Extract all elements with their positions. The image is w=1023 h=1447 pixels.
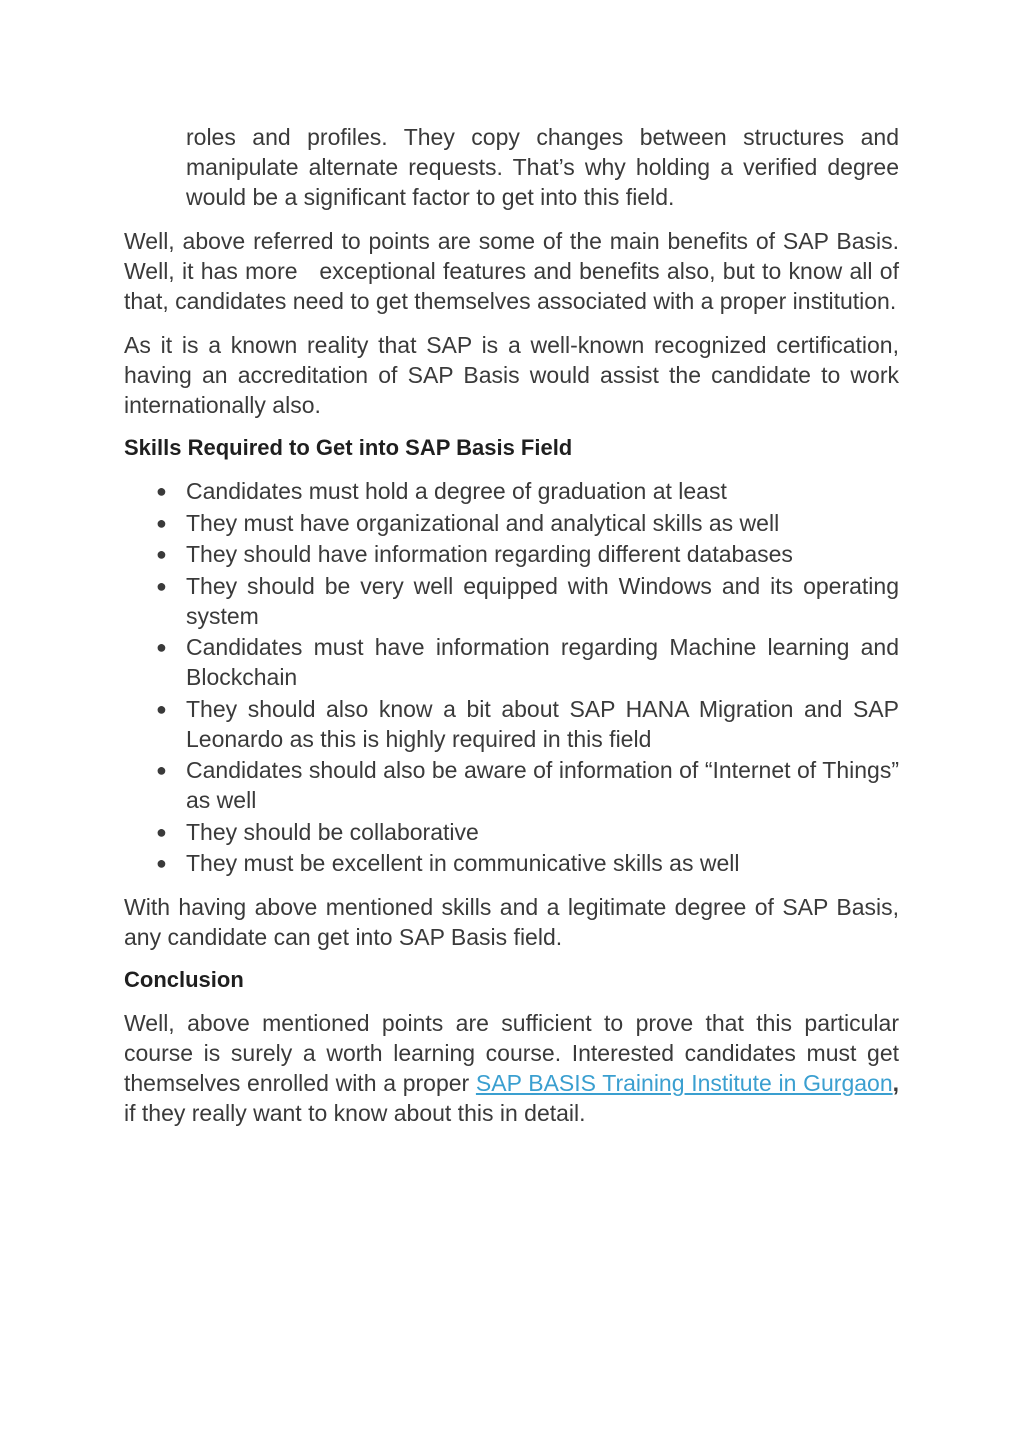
skills-list-item-text: They should be very well equipped with Windows and its operating system	[186, 572, 899, 629]
skills-list-item-text: They should be collaborative	[186, 818, 479, 845]
after-skills-paragraph: With having above mentioned skills and a legitimate degree of SAP Basis, any candidate can get into SAP Basis field.	[124, 894, 899, 950]
skills-list-item	[124, 694, 899, 754]
intro-paragraph: roles and profiles. They copy changes between structures and manipulate alternate requests. That’s why holding a verified degree would be a significant factor to get into this field.	[186, 124, 899, 210]
skills-list-item-text: Candidates should also be aware of information of “Internet of Things” as well	[186, 757, 899, 813]
bullet-dot-icon: ●	[156, 481, 167, 501]
bullet-dot-icon: ●	[156, 637, 167, 657]
skills-list-item-text: They should have information regarding different databases	[186, 541, 793, 567]
bullet-dot-icon: ●	[156, 853, 167, 873]
skills-list-item-text: They should also know a bit about SAP HANA Migration and SAP Leonardo as this is highly required in this field	[186, 695, 899, 752]
skills-list-item	[124, 476, 899, 506]
bullet-dot-icon: ●	[156, 698, 167, 719]
training-institute-link[interactable]: SAP BASIS Training Institute in Gurgaon	[475, 1070, 893, 1096]
skills-list	[124, 476, 899, 878]
skills-list-item-text: They must be excellent in communicative skills as well	[186, 850, 740, 876]
skills-list-item-text: Candidates must hold a degree of graduation at least	[186, 478, 727, 504]
skills-list-item	[124, 632, 899, 692]
bullet-dot-icon: ●	[156, 821, 167, 842]
benefits-paragraph: Well, above referred to points are some of the main benefits of SAP Basis. Well, it has more exceptional features and benefits also, but to know all of that, candidates need to get themselves associated with a proper institution.	[124, 228, 906, 314]
conclusion-text-after-link: if they really want to know about this in detail.	[124, 1070, 906, 1126]
skills-list-item	[124, 755, 899, 815]
skills-list-item	[124, 571, 899, 631]
conclusion-paragraph	[124, 1008, 906, 1128]
skills-list-item	[124, 508, 899, 538]
skills-list-item-text: They must have organizational and analytical skills as well	[186, 509, 780, 536]
document-page	[124, 122, 906, 1128]
skills-list-item	[124, 539, 899, 569]
conclusion-text-before-link: Well, above mentioned points are sufficient to prove that this particular course is surely a worth learning course. Interested candidates must get themselves enrolled with a proper	[124, 1010, 906, 1096]
bullet-dot-icon: ●	[156, 512, 167, 533]
conclusion-comma: ,	[892, 1070, 899, 1096]
bullet-dot-icon: ●	[156, 544, 167, 564]
conclusion-heading: Conclusion	[124, 967, 244, 992]
skills-list-item	[124, 848, 899, 878]
skills-heading: Skills Required to Get into SAP Basis Field	[124, 435, 573, 460]
skills-list-item	[124, 817, 899, 847]
skills-list-item-text: Candidates must have information regarding Machine learning and Blockchain	[186, 634, 899, 690]
bullet-dot-icon: ●	[156, 575, 167, 596]
reality-paragraph: As it is a known reality that SAP is a well-known recognized certification, having an accreditation of SAP Basis would assist the candidate to work internationally also.	[124, 332, 899, 418]
bullet-dot-icon: ●	[156, 760, 167, 780]
